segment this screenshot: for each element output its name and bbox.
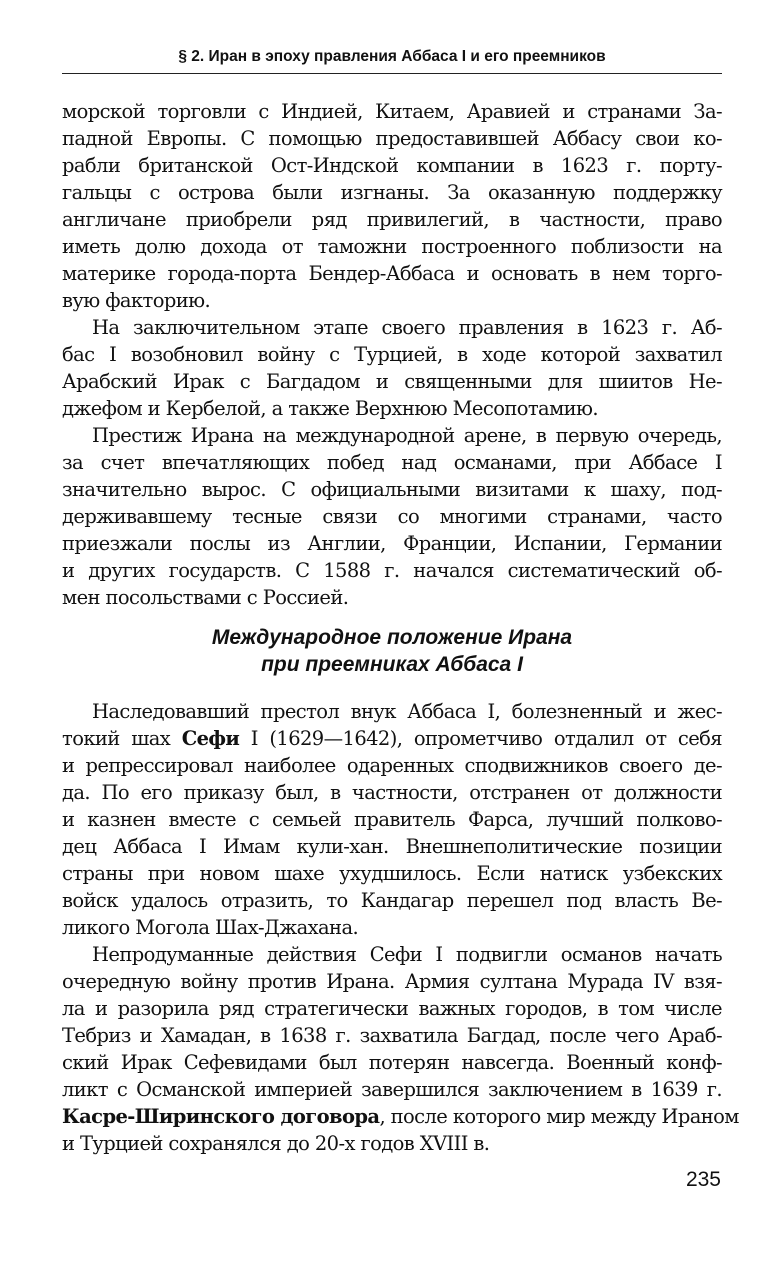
text-line: и репрессировал наиболее одаренных сподвижников своего де- — [62, 754, 722, 777]
text-line: Наследовавший престол внук Аббаса I, болезненный и жес- — [92, 700, 722, 723]
text-line: и других государств. С 1588 г. начался систематический об- — [62, 559, 722, 582]
paragraph — [62, 314, 722, 422]
text-fragment: токий шах — [62, 727, 182, 750]
text-line: материке города-порта Бендер-Аббаса и основать в нем торго- — [62, 262, 722, 285]
text-line — [62, 725, 722, 752]
section-subheading — [62, 624, 722, 678]
text-line: Престиж Ирана на международной арене, в первую очередь, — [92, 424, 722, 447]
text-line: Тебриз и Хамадан, в 1638 г. захватила Багдад, после чего Араб- — [62, 1024, 722, 1047]
text-line: ликт с Османской империей завершился заключением в 1639 г. — [62, 1078, 722, 1101]
text-line: Непродуманные действия Сефи I подвигли османов начать — [92, 943, 722, 966]
text-line: иметь долю дохода от таможни построенного поблизости на — [62, 235, 722, 258]
text-line: морской торговли с Индией, Китаем, Аравией и странами За- — [62, 100, 722, 123]
subheading-line: при преемниках Аббаса I — [261, 653, 523, 676]
paragraph — [62, 698, 722, 941]
text-line: ский Ирак Сефевидами был потерян навсегда. Военный конф- — [62, 1051, 722, 1074]
term-sefi: Сефи — [181, 727, 240, 750]
text-line: за счет впечатляющих побед над османами, при Аббасе I — [62, 451, 722, 474]
paragraph — [62, 941, 739, 1157]
text-line: мен посольствами с Россией. — [62, 586, 349, 609]
text-line: страны при новом шахе ухудшилось. Если натиск узбекских — [62, 862, 722, 885]
text-line: войск удалось отразить, то Кандагар перешел под власть Ве- — [62, 889, 722, 912]
text-line: вую факторию. — [62, 289, 211, 312]
section-1-text — [62, 98, 722, 611]
text-line: ликого Могола Шах-Джахана. — [62, 916, 359, 939]
text-line — [62, 1103, 739, 1130]
paragraph-continuation — [62, 98, 722, 314]
text-line: Арабский Ирак с Багдадом и священными для шиитов Не- — [62, 370, 722, 393]
header-rule — [62, 73, 722, 74]
text-line: держивавшему тесные связи со многими странами, часто — [62, 505, 722, 528]
term-treaty: Касре-Ширинского договора — [62, 1105, 380, 1128]
subheading-line: Международное положение Ирана — [211, 626, 573, 649]
text-line: и Турцией сохранялся до 20-х годов XVIII в. — [62, 1132, 490, 1155]
text-line: англичане приобрели ряд привилегий, в частности, право — [62, 208, 722, 231]
running-head: § 2. Иран в эпоху правления Аббаса I и его преемников — [178, 48, 606, 65]
text-line: гальцы с острова были изгнаны. За оказанную поддержку — [62, 181, 722, 204]
text-fragment: I (1629—1642), опрометчиво отдалил от себя — [239, 727, 722, 750]
text-fragment: , после которого мир между Ираном — [379, 1105, 739, 1128]
text-line: бас I возобновил войну с Турцией, в ходе которой захватил — [62, 343, 722, 366]
text-line: падной Европы. С помощью предоставившей Аббасу свои ко- — [62, 127, 722, 150]
text-line: рабли британской Ост-Индской компании в 1623 г. порту- — [62, 154, 722, 177]
section-2-text — [62, 698, 739, 1157]
page-number: 235 — [685, 1168, 721, 1191]
text-line: джефом и Кербелой, а также Верхнюю Месопотамию. — [62, 397, 599, 420]
text-line: и казнен вместе с семьей правитель Фарса, лучший полково- — [62, 808, 722, 831]
text-line: значительно вырос. С официальными визитами к шаху, под- — [62, 478, 722, 501]
text-line: ла и разорила ряд стратегически важных городов, в том числе — [62, 997, 722, 1020]
text-line: дец Аббаса I Имам кули-хан. Внешнеполитические позиции — [62, 835, 722, 858]
text-line: да. По его приказу был, в частности, отстранен от должности — [62, 781, 722, 804]
text-line: На заключительном этапе своего правления в 1623 г. Аб- — [92, 316, 722, 339]
paragraph — [62, 422, 722, 611]
text-line: приезжали послы из Англии, Франции, Испании, Германии — [62, 532, 722, 555]
text-line: очередную войну против Ирана. Армия султана Мурада IV взя- — [62, 970, 722, 993]
